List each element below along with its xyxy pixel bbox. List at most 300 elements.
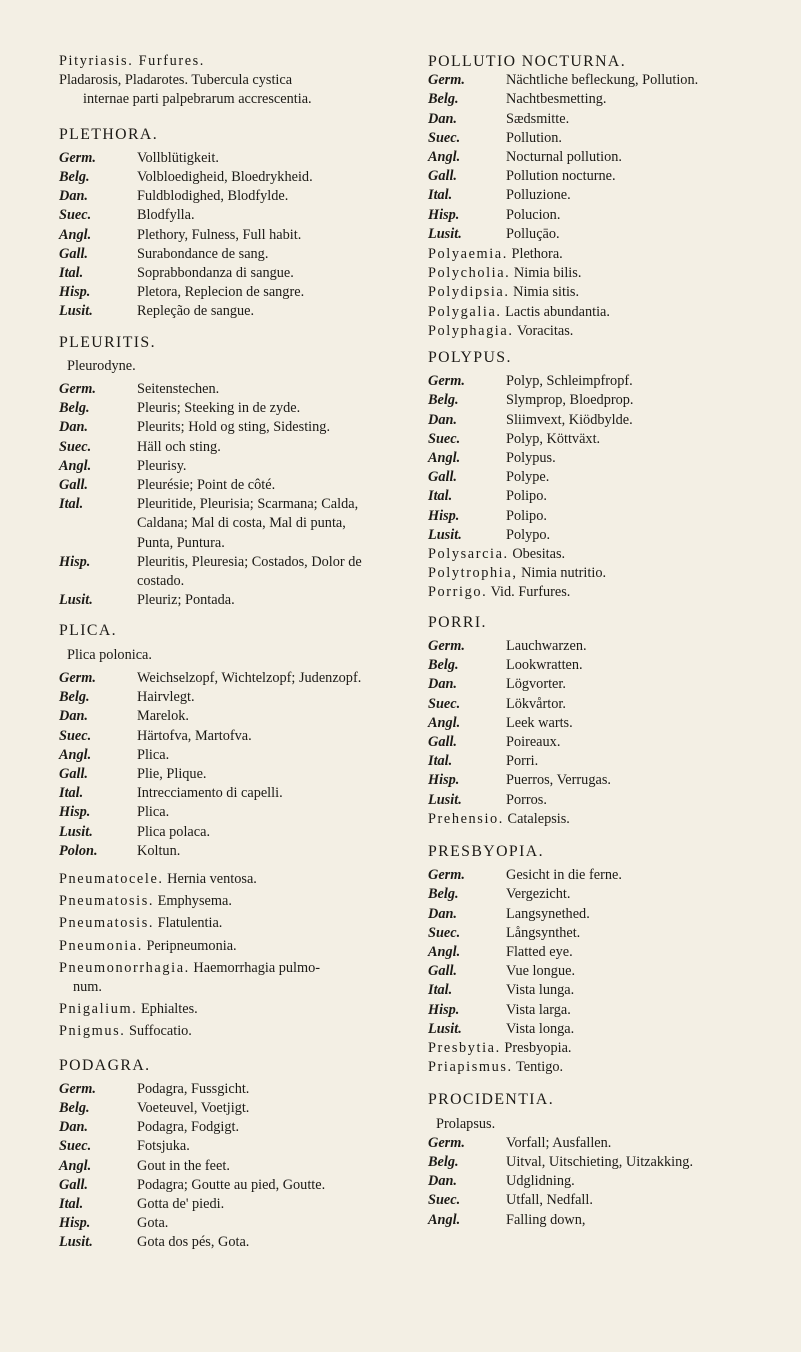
term-lines-polys xyxy=(428,545,793,603)
term-head: Porrigo. xyxy=(428,584,488,601)
term-line xyxy=(428,1039,793,1058)
translation: Vista larga. xyxy=(506,1001,571,1018)
translation: Vista longa. xyxy=(506,1020,575,1037)
entry-row xyxy=(428,1191,793,1210)
lang-label: Germ. xyxy=(428,867,465,884)
translation: Polyp, Köttväxt. xyxy=(506,430,601,447)
translation: Polypo. xyxy=(506,526,551,543)
section-heading-pollutio: POLLUTIO NOCTURNA. xyxy=(428,53,627,70)
entry-row xyxy=(59,1157,425,1176)
translation: Repleção de sangue. xyxy=(137,303,255,320)
lang-label: Gall. xyxy=(59,765,88,782)
entry-row xyxy=(59,438,425,457)
left-column xyxy=(59,52,425,1253)
term-lines-pneuma xyxy=(59,870,425,1042)
term-line xyxy=(59,1022,425,1041)
lang-label: Hisp. xyxy=(59,804,91,821)
section-polypus xyxy=(428,372,793,545)
translation: Pollution nocturne. xyxy=(506,168,616,185)
section-heading-polypus: POLYPUS. xyxy=(428,349,512,367)
section-heading-presbyopia: PRESBYOPIA. xyxy=(428,842,544,860)
entry-row xyxy=(59,418,425,437)
term-line xyxy=(59,914,425,933)
lang-label: Lusit. xyxy=(59,823,93,840)
entry-row xyxy=(428,391,793,410)
term-head: Pneumatocele. xyxy=(59,870,164,887)
entry-row xyxy=(59,476,425,495)
translation: Plica polaca. xyxy=(137,823,211,840)
entry-row xyxy=(428,71,793,90)
lang-label: Lusit. xyxy=(59,1234,93,1251)
translation: Sædsmitte. xyxy=(506,110,570,127)
lang-label xyxy=(59,572,137,591)
lang-label: Gall. xyxy=(59,477,88,494)
entry-row xyxy=(428,507,793,526)
entry-row xyxy=(59,727,425,746)
section-plica xyxy=(59,669,425,861)
translation: Polyp, Schleimpfropf. xyxy=(506,373,633,390)
term-line xyxy=(428,564,793,583)
entry-row xyxy=(428,656,793,675)
lang-label: Gall. xyxy=(428,963,457,980)
lang-label: Hisp. xyxy=(428,206,460,223)
term-line xyxy=(428,283,793,302)
term-def: Haemorrhagia pulmo- xyxy=(193,959,321,976)
term-def: Vid. Furfures. xyxy=(490,584,571,601)
translation: Plica. xyxy=(137,804,170,821)
section-heading-porri: PORRI. xyxy=(428,613,487,631)
lang-label: Hisp. xyxy=(428,772,460,789)
term-def: Lactis abundantia. xyxy=(505,303,610,320)
translation: Pleuriz; Pontada. xyxy=(137,592,235,609)
lang-label: Lusit. xyxy=(428,225,462,242)
lang-label: Gall. xyxy=(428,469,457,486)
lang-label: Dan. xyxy=(428,1173,457,1190)
lang-label: Suec. xyxy=(428,1192,461,1209)
translation: Blodfylla. xyxy=(137,207,195,224)
lang-label: Suec. xyxy=(428,695,461,712)
translation: Polipo. xyxy=(506,488,547,505)
lang-label: Belg. xyxy=(428,1153,459,1170)
term-head: Pneumonia. xyxy=(59,937,143,954)
entry-row xyxy=(59,514,425,533)
term-def: Catalepsis. xyxy=(507,810,570,827)
translation: Poireaux. xyxy=(506,733,561,750)
translation: Lookwratten. xyxy=(506,657,583,674)
entry-row xyxy=(428,866,793,885)
translation: Langsynethed. xyxy=(506,905,590,922)
lang-label xyxy=(59,514,137,533)
entry-row xyxy=(59,707,425,726)
entry-row xyxy=(428,637,793,656)
entry-row xyxy=(428,714,793,733)
term-head: Pityriasis. Furfures. xyxy=(59,53,205,69)
translation: Polype. xyxy=(506,469,550,486)
entry-row xyxy=(428,449,793,468)
section-porri xyxy=(428,637,793,810)
lang-label: Hisp. xyxy=(59,553,91,570)
lang-label: Gall. xyxy=(428,733,457,750)
translation: Nocturnal pollution. xyxy=(506,149,622,166)
translation: Polluzione. xyxy=(506,187,571,204)
term-lines-presbytia xyxy=(428,1039,793,1077)
lang-label: Belg. xyxy=(428,392,459,409)
translation: Voeteuvel, Voetjigt. xyxy=(137,1099,250,1116)
translation: Volbloedigheid, Bloedrykheid. xyxy=(137,169,313,186)
entry-row xyxy=(59,283,425,302)
lang-label: Belg. xyxy=(428,657,459,674)
term-line: internae parti palpebrarum accrescentia. xyxy=(83,91,312,108)
term-line xyxy=(59,978,425,997)
term-def: Obesitas. xyxy=(512,546,566,563)
entry-row xyxy=(59,591,425,610)
lang-label: Dan. xyxy=(428,676,457,693)
translation: Fotsjuka. xyxy=(137,1138,190,1155)
translation: Seitenstechen. xyxy=(137,381,220,398)
term-line: Pladarosis, Pladarotes. Tubercula cystica xyxy=(59,72,293,89)
top-line xyxy=(59,71,425,90)
lang-label: Lusit. xyxy=(428,526,462,543)
translation: Gesicht in die ferne. xyxy=(506,867,622,884)
term-head: Pneumonorrhagia. xyxy=(59,959,190,976)
entry-row xyxy=(428,411,793,430)
translation: Plie, Plique. xyxy=(137,765,207,782)
lang-label: Belg. xyxy=(428,91,459,108)
translation: Podagra, Fussgicht. xyxy=(137,1080,250,1097)
term-def: Flatulentia. xyxy=(157,915,223,932)
entry-row xyxy=(59,669,425,688)
translation: Uitval, Uitschieting, Uitzakking. xyxy=(506,1153,694,1170)
section-procidentia xyxy=(428,1134,793,1230)
lang-label: Belg. xyxy=(59,400,90,417)
term-def: Presbyopia. xyxy=(504,1039,572,1056)
entry-row xyxy=(428,1134,793,1153)
term-line xyxy=(59,870,425,889)
term-head: Priapismus. xyxy=(428,1059,513,1076)
lang-label: Suec. xyxy=(59,727,92,744)
lang-label: Germ. xyxy=(428,637,465,654)
lang-label: Belg. xyxy=(59,689,90,706)
lang-label: Lusit. xyxy=(59,303,93,320)
entry-row xyxy=(59,1118,425,1137)
term-line xyxy=(59,959,425,978)
entry-row xyxy=(59,399,425,418)
entry-row xyxy=(428,110,793,129)
section-pollutio xyxy=(428,71,793,244)
term-head: Pneumatosis. xyxy=(59,893,155,910)
term-head: Pnigmus. xyxy=(59,1023,126,1040)
entry-row xyxy=(428,90,793,109)
entry-row xyxy=(59,264,425,283)
term-line xyxy=(428,245,793,264)
entry-row xyxy=(59,1080,425,1099)
translation: Polypus. xyxy=(506,450,556,467)
entry-row xyxy=(59,572,425,591)
translation: Hairvlegt. xyxy=(137,689,195,706)
term-head: Polygalia. xyxy=(428,303,502,320)
entry-row xyxy=(59,187,425,206)
translation: Podagra; Goutte au pied, Goutte. xyxy=(137,1176,326,1193)
entry-row xyxy=(59,1195,425,1214)
entry-row xyxy=(59,149,425,168)
translation: Slymprop, Bloedprop. xyxy=(506,392,634,409)
term-head: Presbytia. xyxy=(428,1039,501,1056)
lang-label: Angl. xyxy=(428,149,461,166)
section-plethora xyxy=(59,149,425,322)
entry-row xyxy=(428,733,793,752)
entry-row xyxy=(428,885,793,904)
lang-label: Germ. xyxy=(428,72,465,89)
lang-label: Belg. xyxy=(59,169,90,186)
entry-row xyxy=(59,457,425,476)
term-def: Nimia bilis. xyxy=(513,265,582,282)
lang-label: Lusit. xyxy=(59,592,93,609)
entry-row xyxy=(428,526,793,545)
translation: Flatted eye. xyxy=(506,943,573,960)
translation: Pletora, Replecion de sangre. xyxy=(137,284,305,301)
term-line xyxy=(428,545,793,564)
lang-label: Gall. xyxy=(59,1176,88,1193)
entry-row xyxy=(59,302,425,321)
translation: Nächtliche befleckung, Pollution. xyxy=(506,72,699,89)
translation: Pleuritide, Pleurisia; Scarmana; Calda, xyxy=(137,496,359,513)
entry-row xyxy=(59,380,425,399)
translation: Sliimvext, Kiödbylde. xyxy=(506,411,633,428)
section-podagra xyxy=(59,1080,425,1253)
term-head: Polysarcia. xyxy=(428,546,509,563)
section-heading-procidentia: PROCIDENTIA. xyxy=(428,1091,555,1109)
lang-label: Hisp. xyxy=(59,284,91,301)
translation: Lögvorter. xyxy=(506,676,566,693)
term-line xyxy=(428,264,793,283)
synonym-line: Plica polonica. xyxy=(67,646,152,663)
term-head: Pnigalium. xyxy=(59,1001,138,1018)
lang-label: Dan. xyxy=(59,188,88,205)
lang-label: Suec. xyxy=(428,129,461,146)
translation: Gout in the feet. xyxy=(137,1157,230,1174)
lang-label: Suec. xyxy=(428,924,461,941)
translation: Leek warts. xyxy=(506,714,573,731)
translation: Vergezicht. xyxy=(506,886,571,903)
lang-label: Dan. xyxy=(428,905,457,922)
entry-row xyxy=(59,765,425,784)
entry-row xyxy=(428,129,793,148)
entry-row xyxy=(59,1233,425,1252)
lang-label: Germ. xyxy=(59,1080,96,1097)
term-def: Plethora. xyxy=(511,246,563,263)
lang-label: Polon. xyxy=(59,842,98,859)
entry-row xyxy=(59,823,425,842)
term-def: Tentigo. xyxy=(516,1059,564,1076)
translation: Caldana; Mal di costa, Mal di punta, xyxy=(137,515,346,532)
translation: Soprabbondanza di sangue. xyxy=(137,265,294,282)
entry-row xyxy=(428,924,793,943)
term-line xyxy=(428,303,793,322)
translation: costado. xyxy=(137,573,185,590)
lang-label: Gall. xyxy=(428,168,457,185)
translation: Fuldblodighed, Blodfylde. xyxy=(137,188,289,205)
lang-label: Dan. xyxy=(59,708,88,725)
entry-row xyxy=(59,842,425,861)
entry-row xyxy=(59,746,425,765)
term-head: Polycholia. xyxy=(428,265,511,282)
entry-row xyxy=(428,1172,793,1191)
translation: Pleuritis, Pleuresia; Costados, Dolor de xyxy=(137,553,362,570)
entry-row xyxy=(428,962,793,981)
translation: Porri. xyxy=(506,753,539,770)
synonym-line: Prolapsus. xyxy=(436,1115,496,1132)
term-head: Pneumatosis. xyxy=(59,915,155,932)
translation: Surabondance de sang. xyxy=(137,245,269,262)
entry-row xyxy=(428,1001,793,1020)
lang-label: Germ. xyxy=(428,1134,465,1151)
term-line xyxy=(428,322,793,341)
translation: Vue longue. xyxy=(506,963,576,980)
term-def: Ephialtes. xyxy=(140,1001,198,1018)
entry-row xyxy=(59,1176,425,1195)
entry-row xyxy=(428,1153,793,1172)
entry-row xyxy=(428,905,793,924)
term-line xyxy=(428,1058,793,1077)
entry-row xyxy=(428,487,793,506)
term-line xyxy=(428,583,793,602)
term-line xyxy=(59,1000,425,1019)
term-def: num. xyxy=(73,978,102,995)
translation: Häll och sting. xyxy=(137,438,221,455)
entry-row xyxy=(59,688,425,707)
lang-label: Angl. xyxy=(59,1157,92,1174)
translation: Intrecciamento di capelli. xyxy=(137,785,283,802)
entry-row xyxy=(428,372,793,391)
lang-label: Germ. xyxy=(59,381,96,398)
entry-row xyxy=(428,430,793,449)
entry-row xyxy=(428,148,793,167)
section-heading-podagra: PODAGRA. xyxy=(59,1056,151,1074)
translation: Pleuris; Steeking in de zyde. xyxy=(137,400,301,417)
entry-row xyxy=(59,1099,425,1118)
term-def: Peripneumonia. xyxy=(146,937,237,954)
entry-row xyxy=(428,1211,793,1230)
lang-label: Suec. xyxy=(59,438,92,455)
lang-label: Ital. xyxy=(59,265,84,282)
term-line xyxy=(428,810,793,829)
translation: Koltun. xyxy=(137,842,181,859)
translation: Porros. xyxy=(506,791,547,808)
entry-row xyxy=(428,791,793,810)
translation: Plica. xyxy=(137,746,170,763)
lang-label: Germ. xyxy=(59,669,96,686)
translation: Marelok. xyxy=(137,708,190,725)
entry-row xyxy=(428,675,793,694)
lang-label: Dan. xyxy=(59,1119,88,1136)
translation: Vorfall; Ausfallen. xyxy=(506,1134,612,1151)
lang-label: Suec. xyxy=(59,1138,92,1155)
term-head: Polyaemia. xyxy=(428,246,508,263)
translation: Plethory, Fulness, Full habit. xyxy=(137,226,302,243)
translation: Utfall, Nedfall. xyxy=(506,1192,593,1209)
lang-label: Angl. xyxy=(59,457,92,474)
lang-label: Ital. xyxy=(428,488,453,505)
top-line xyxy=(59,90,425,109)
lang-label: Ital. xyxy=(59,785,84,802)
entry-row xyxy=(428,167,793,186)
translation: Polluçāo. xyxy=(506,225,560,242)
entry-row xyxy=(59,784,425,803)
translation: Puerros, Verrugas. xyxy=(506,772,611,789)
section-presbyopia xyxy=(428,866,793,1039)
entry-row xyxy=(428,981,793,1000)
lang-label: Angl. xyxy=(428,943,461,960)
translation: Pleurésie; Point de côté. xyxy=(137,477,276,494)
translation: Nachtbesmetting. xyxy=(506,91,607,108)
entry-row xyxy=(59,803,425,822)
section-heading-plica: PLICA. xyxy=(59,622,117,640)
term-lines-poly xyxy=(428,245,793,341)
lang-label: Ital. xyxy=(428,187,453,204)
lang-label: Dan. xyxy=(59,419,88,436)
translation: Pleurits; Hold og sting, Sidesting. xyxy=(137,419,331,436)
right-column xyxy=(428,52,793,1230)
term-head: Prehensio. xyxy=(428,810,504,827)
lang-label: Lusit. xyxy=(428,1020,462,1037)
entry-row xyxy=(428,468,793,487)
entry-row xyxy=(59,206,425,225)
lang-label: Lusit. xyxy=(428,791,462,808)
translation: Udglidning. xyxy=(506,1173,575,1190)
entry-row xyxy=(59,168,425,187)
entry-row xyxy=(428,771,793,790)
lang-label: Angl. xyxy=(428,450,461,467)
lang-label: Dan. xyxy=(428,411,457,428)
translation: Pleurisy. xyxy=(137,457,187,474)
entry-row xyxy=(59,534,425,553)
term-def: Voracitas. xyxy=(516,322,574,339)
term-def: Nimia sitis. xyxy=(513,284,580,301)
lang-label: Angl. xyxy=(59,746,92,763)
lang-label: Angl. xyxy=(428,714,461,731)
entry-row xyxy=(428,695,793,714)
translation: Podagra, Fodgigt. xyxy=(137,1119,240,1136)
lang-label: Ital. xyxy=(428,753,453,770)
translation: Vollblütigkeit. xyxy=(137,149,219,166)
translation: Lauchwarzen. xyxy=(506,637,587,654)
entry-row xyxy=(59,553,425,572)
lang-label: Suec. xyxy=(428,430,461,447)
translation: Weichselzopf, Wichtelzopf; Judenzopf. xyxy=(137,669,362,686)
entry-row xyxy=(428,1020,793,1039)
term-def: Suffocatio. xyxy=(129,1023,192,1040)
translation: Härtofva, Martofva. xyxy=(137,727,252,744)
lang-label: Gall. xyxy=(59,245,88,262)
term-head: Polydipsia. xyxy=(428,284,510,301)
entry-row xyxy=(59,495,425,514)
section-heading-pleuritis: PLEURITIS. xyxy=(59,333,156,351)
lang-label: Belg. xyxy=(59,1099,90,1116)
translation: Pollution. xyxy=(506,129,563,146)
translation: Vista lunga. xyxy=(506,982,575,999)
lang-label: Dan. xyxy=(428,110,457,127)
lang-label: Suec. xyxy=(59,207,92,224)
term-def: Emphysema. xyxy=(157,893,232,910)
term-def: Nimia nutritio. xyxy=(521,565,607,582)
lang-label: Germ. xyxy=(59,149,96,166)
entry-row xyxy=(428,225,793,244)
translation: Gota dos pés, Gota. xyxy=(137,1234,250,1251)
entry-row xyxy=(59,1137,425,1156)
translation: Långsynthet. xyxy=(506,924,581,941)
section-heading-plethora: PLETHORA. xyxy=(59,125,159,143)
lang-label xyxy=(59,534,137,553)
